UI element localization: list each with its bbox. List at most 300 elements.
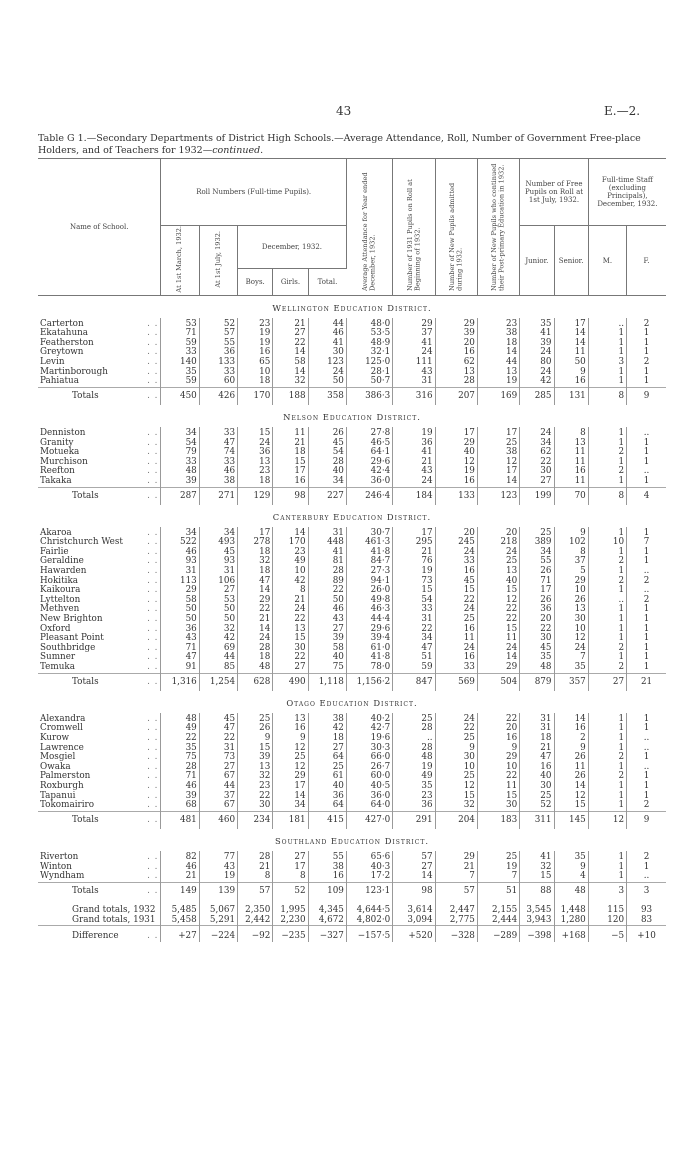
table-cell: 1 [588,734,626,744]
table-cell: 24 [393,477,435,487]
table-cell: 33 [393,605,435,615]
table-cell: 31 [161,567,199,577]
table-cell: 30 [520,634,554,644]
table-cell: 25 [435,772,477,782]
table-cell: 493 [199,538,237,548]
table-cell: 170 [273,538,308,548]
table-cell: 14 [273,792,308,802]
table-row [38,644,666,654]
table-cell: 76 [393,557,435,567]
table-cell: 22 [520,625,554,635]
totals-row [38,487,666,505]
table-cell: 1,118 [308,673,346,691]
table-cell: 316 [393,387,435,405]
table-cell: 40 [308,782,346,792]
grand-total-row [38,900,666,916]
table-cell: 1,448 [554,900,588,916]
table-cell: 16 [308,872,346,882]
table-cell: 50 [554,358,588,368]
table-cell: 271 [199,487,237,505]
table-cell: 1 [643,623,650,634]
table-cell: −289 [477,926,519,942]
table-cell: 23 [393,792,435,802]
table-cell: 1 [643,527,650,538]
table-cell: 47 [161,653,199,663]
table-cell: 12 [435,782,477,792]
row-label: Featherston . . [38,339,161,349]
table-row [38,653,666,663]
table-cell: 13 [554,439,588,449]
table-cell: 46 [308,605,346,615]
table-cell: 34 [520,439,554,449]
table-cell: 38 [477,448,519,458]
table-cell: −92 [238,926,273,942]
table-cell: 71 [161,329,199,339]
header-avg: Average Attendance for Year ended December, 1932. [346,159,392,296]
table-cell: 29 [161,586,199,596]
table-row [38,634,666,644]
table-cell: 48 [161,713,199,725]
table-cell: 25 [238,713,273,725]
table-cell: 1 [588,863,626,873]
table-cell: 10 [273,567,308,577]
table-cell: 50 [161,605,199,615]
table-row [38,577,666,587]
table-cell: 2 [643,575,650,586]
table-cell: 1 [643,366,650,377]
table-cell: 15 [435,586,477,596]
table-cell: −157·5 [346,926,392,942]
table-cell: 49·8 [346,596,392,606]
table-cell: 50 [308,596,346,606]
table-cell: −235 [273,926,308,942]
table-cell: 31 [308,527,346,539]
table-cell: 14 [238,625,273,635]
table-cell: 12 [554,634,588,644]
row-label: Temuka . . [38,663,161,673]
table-row [38,329,666,339]
table-cell: 2 [588,772,626,782]
table-cell: 426 [199,387,237,405]
table-cell: 16 [554,377,588,387]
table-cell: 55 [520,557,554,567]
table-cell: 21 [273,439,308,449]
table-cell: 1 [588,724,626,734]
table-cell: 39 [435,329,477,339]
table-cell: 14 [393,872,435,882]
table-cell: 17 [393,527,435,539]
table-cell: 569 [435,673,477,691]
table-cell: 33 [199,427,237,439]
table-cell: .. [643,732,650,743]
table-cell: 25 [520,527,554,539]
table-cell: 1 [588,713,626,725]
table-cell: 69 [199,644,237,654]
table-cell: 22 [273,653,308,663]
table-cell: 9 [435,744,477,754]
table-cell: 7 [435,872,477,882]
caption-text: Table G 1.—Secondary Departments of District High Schools.—Average Attendance, Roll, Number of Government Free-place Holders, and of Teachers for 1932— [38,133,641,156]
table-cell: 28 [393,724,435,734]
table-cell: 30·7 [346,527,392,539]
table-cell: 57 [435,882,477,900]
table-cell: 39 [520,339,554,349]
table-cell: 39 [238,753,273,763]
table-cell: 16 [435,477,477,487]
table-cell: 27 [393,863,435,873]
header-december: December, 1932. [238,226,347,269]
table-cell: 67 [199,801,237,811]
table-cell: 21 [273,596,308,606]
table-cell: .. [588,596,626,606]
table-cell: 36 [308,792,346,802]
table-cell: 17 [477,427,519,439]
table-cell: 41·8 [346,653,392,663]
table-cell: 47 [199,724,237,734]
table-cell: 29 [477,663,519,673]
table-cell: 48·0 [346,318,392,330]
table-cell: 19 [477,377,519,387]
table-cell: 3 [588,882,626,900]
table-cell: 52 [520,801,554,811]
table-cell: 30 [435,753,477,763]
table-cell: 1 [588,339,626,349]
row-label: Reefton . . [38,467,161,477]
table-row [38,427,666,439]
row-label: Mosgiel . . [38,753,161,763]
table-cell: 23 [238,782,273,792]
table-cell: 123 [308,358,346,368]
table-cell: 106 [199,577,237,587]
table-cell: 42 [273,577,308,587]
table-cell: 31 [520,713,554,725]
table-cell: 28 [308,567,346,577]
table-cell: 24 [435,548,477,558]
table-row [38,368,666,378]
table-cell: 19 [238,339,273,349]
header-f: F. [627,226,666,296]
table-cell: 21 [627,673,666,691]
table-cell: −224 [199,926,237,942]
table-cell: 24 [393,348,435,358]
table-cell: 14 [477,348,519,358]
table-cell: 2 [643,851,650,862]
table-cell: 21 [238,863,273,873]
table-cell: −327 [308,926,346,942]
table-cell: 16 [273,724,308,734]
table-cell: 30 [273,644,308,654]
row-label: Kurow . . [38,734,161,744]
table-cell: 1 [588,801,626,811]
table-cell: 847 [393,673,435,691]
table-cell: 20 [520,615,554,625]
table-cell: 879 [520,673,554,691]
table-cell: 1,316 [161,673,199,691]
table-cell: 16 [554,724,588,734]
table-cell: 50 [199,615,237,625]
table-cell: 1 [643,662,650,672]
table-cell: 139 [199,882,237,900]
table-cell: 1,280 [554,916,588,926]
table-cell: 4 [627,487,666,505]
table-cell: 12 [477,458,519,468]
table-cell: 58 [308,644,346,654]
row-label: Denniston . . [38,427,161,439]
row-label: Grand totals, 1931 [38,916,161,926]
table-cell: 278 [238,538,273,548]
table-cell: 13 [273,625,308,635]
table-cell: 27 [588,673,626,691]
table-cell: 57 [199,329,237,339]
table-cell: 98 [273,487,308,505]
table-cell: 32·1 [346,348,392,358]
table-cell: 1 [588,605,626,615]
table-cell: 27 [273,663,308,673]
table-row [38,377,666,387]
table-cell: 26 [554,772,588,782]
table-cell: .. [588,318,626,330]
table-cell: 1 [643,456,650,467]
table-cell: 80 [520,358,554,368]
table-row [38,663,666,673]
table-cell: 65·6 [346,851,392,863]
table-cell: 2 [588,557,626,567]
table-row [38,477,666,487]
table-cell: 49 [273,557,308,567]
table-cell: 311 [520,811,554,829]
table-cell: 1 [588,458,626,468]
table-cell: 427·0 [346,811,392,829]
table-cell: 53 [199,596,237,606]
table-cell: 57 [238,882,273,900]
table-cell: 32 [273,377,308,387]
table-cell: 64·1 [346,448,392,458]
row-label: Owaka . . [38,763,161,773]
table-cell: 28 [161,763,199,773]
table-cell: 32 [238,557,273,567]
table-cell: 19 [435,467,477,477]
table-cell: 42 [520,377,554,387]
table-cell: 27 [199,586,237,596]
table-cell: 35 [520,653,554,663]
table-cell: 91 [161,663,199,673]
table-cell: 83 [640,914,653,925]
table-cell: 218 [477,538,519,548]
row-label: Geraldine . . [38,557,161,567]
table-cell: 4 [554,872,588,882]
table-cell: 18 [238,567,273,577]
table-cell: 37 [393,329,435,339]
table-cell: 245 [435,538,477,548]
table-cell: 28 [238,851,273,863]
table-cell: 1 [643,546,650,557]
table-cell: 27·8 [346,427,392,439]
table-cell: 13 [477,368,519,378]
table-cell: 42 [199,634,237,644]
table-cell: 9 [554,744,588,754]
header-1931-pupils: Number of 1931 Pupils on Roll at Beginning of 1932. [393,159,435,296]
table-cell: 14 [273,368,308,378]
table-cell: 33 [199,368,237,378]
table-cell: 68 [161,801,199,811]
table-cell: 22 [435,596,477,606]
table-cell: 24 [477,644,519,654]
table-cell: 129 [238,487,273,505]
table-cell: 21 [238,615,273,625]
table-cell: 93 [161,557,199,567]
row-label: Hawarden . . [38,567,161,577]
table-cell: 54 [393,596,435,606]
table-row [38,801,666,811]
header-roll-group: Roll Numbers (Full-time Pupils). [161,159,346,226]
table-cell: 34 [393,634,435,644]
table-cell: 45 [199,713,237,725]
table-cell: 5,458 [161,916,199,926]
table-cell: 1 [588,439,626,449]
section-heading-row [38,691,666,713]
table-row [38,358,666,368]
table-cell: 13 [435,368,477,378]
table-cell: 22 [273,615,308,625]
table-row [38,744,666,754]
table-cell: 17·2 [346,872,392,882]
table-cell: 9 [554,527,588,539]
table-cell: 14 [273,527,308,539]
table-cell: 131 [554,387,588,405]
table-cell: 37 [199,792,237,802]
table-cell: 1 [588,625,626,635]
table-cell: 10 [554,625,588,635]
table-cell: 29 [477,753,519,763]
table-cell: 43 [393,467,435,477]
table-cell: 16 [238,348,273,358]
table-cell: 18 [273,448,308,458]
table-cell: 33 [199,458,237,468]
table-cell: 46·3 [346,605,392,615]
row-label: Greytown . . [38,348,161,358]
table-cell: 53 [161,318,199,330]
table-cell: 18 [308,734,346,744]
section-heading: Nelson Education District. [283,412,421,423]
table-cell: 23 [273,548,308,558]
table-cell: 27 [273,329,308,339]
table-cell: 45 [308,439,346,449]
table-cell: 65 [238,358,273,368]
table-cell: 36 [199,348,237,358]
table-cell: 11 [554,348,588,358]
table-cell: 31 [199,567,237,577]
table-cell: 4,345 [308,900,346,916]
table-cell: 47 [393,644,435,654]
table-cell: 66·0 [346,753,392,763]
table-cell: 5,485 [161,900,199,916]
table-cell: 18 [238,653,273,663]
table-cell: 1 [643,437,650,448]
row-label: Carterton . . [38,318,161,330]
table-cell: 29 [238,596,273,606]
table-cell: 25 [273,753,308,763]
table-cell: 17 [477,467,519,477]
table-caption [38,133,668,157]
table-cell: 13 [554,605,588,615]
table-cell: 26 [520,596,554,606]
table-row [38,734,666,744]
row-label: Totals . . [38,387,161,405]
table-cell: 41 [308,548,346,558]
table-cell: 5,291 [199,916,237,926]
row-label: Totals . . [38,811,161,829]
table-cell: 26·0 [346,586,392,596]
table-cell: .. [643,566,650,577]
table-cell: 11 [477,634,519,644]
table-cell: 21 [161,872,199,882]
table-cell: 16 [435,653,477,663]
row-label: Roxburgh . . [38,782,161,792]
table-cell: 12 [477,596,519,606]
table-cell: 448 [308,538,346,548]
table-row [38,863,666,873]
table-cell: 285 [520,387,554,405]
table-cell: 33 [435,557,477,567]
table-cell: .. [643,761,650,772]
table-cell: 70 [554,487,588,505]
table-cell: 16 [435,625,477,635]
table-cell: 12 [588,811,626,829]
table-cell: 24 [435,644,477,654]
table-cell: 3,094 [393,916,435,926]
table-cell: 11 [554,763,588,773]
table-cell: 41 [520,851,554,863]
table-cell: 15 [238,744,273,754]
table-cell: 188 [273,387,308,405]
table-cell: 11 [477,782,519,792]
table-cell: 19 [199,872,237,882]
table-cell: −5 [588,926,626,942]
table-cell: 9 [477,744,519,754]
table-cell: 40 [520,772,554,782]
table-cell: 295 [393,538,435,548]
table-cell: 9 [627,811,666,829]
table-cell: 10 [477,763,519,773]
table-cell: 26 [520,567,554,577]
table-cell: 93 [640,905,653,916]
table-row [38,851,666,863]
table-cell: 199 [520,487,554,505]
table-cell: 24 [554,644,588,654]
table-cell: 24 [435,713,477,725]
table-row [38,782,666,792]
table-cell: 16 [554,467,588,477]
table-cell: 20 [435,527,477,539]
table-cell: 15 [477,586,519,596]
table-cell: 1 [643,642,650,653]
table-cell: 1 [588,615,626,625]
table-cell: 45 [199,548,237,558]
table-cell: 52 [199,318,237,330]
table-cell: 490 [273,673,308,691]
totals-row [38,882,666,900]
table-cell: 71 [520,577,554,587]
table-cell: 26 [554,753,588,763]
table-cell: 58 [161,596,199,606]
row-label: Tapanui . . [38,792,161,802]
header-girls: Girls. [273,269,308,296]
table-cell: 26 [554,596,588,606]
table-cell: 40 [435,448,477,458]
table-cell: 358 [308,387,346,405]
table-cell: 16 [435,348,477,358]
table-cell: 48·9 [346,339,392,349]
